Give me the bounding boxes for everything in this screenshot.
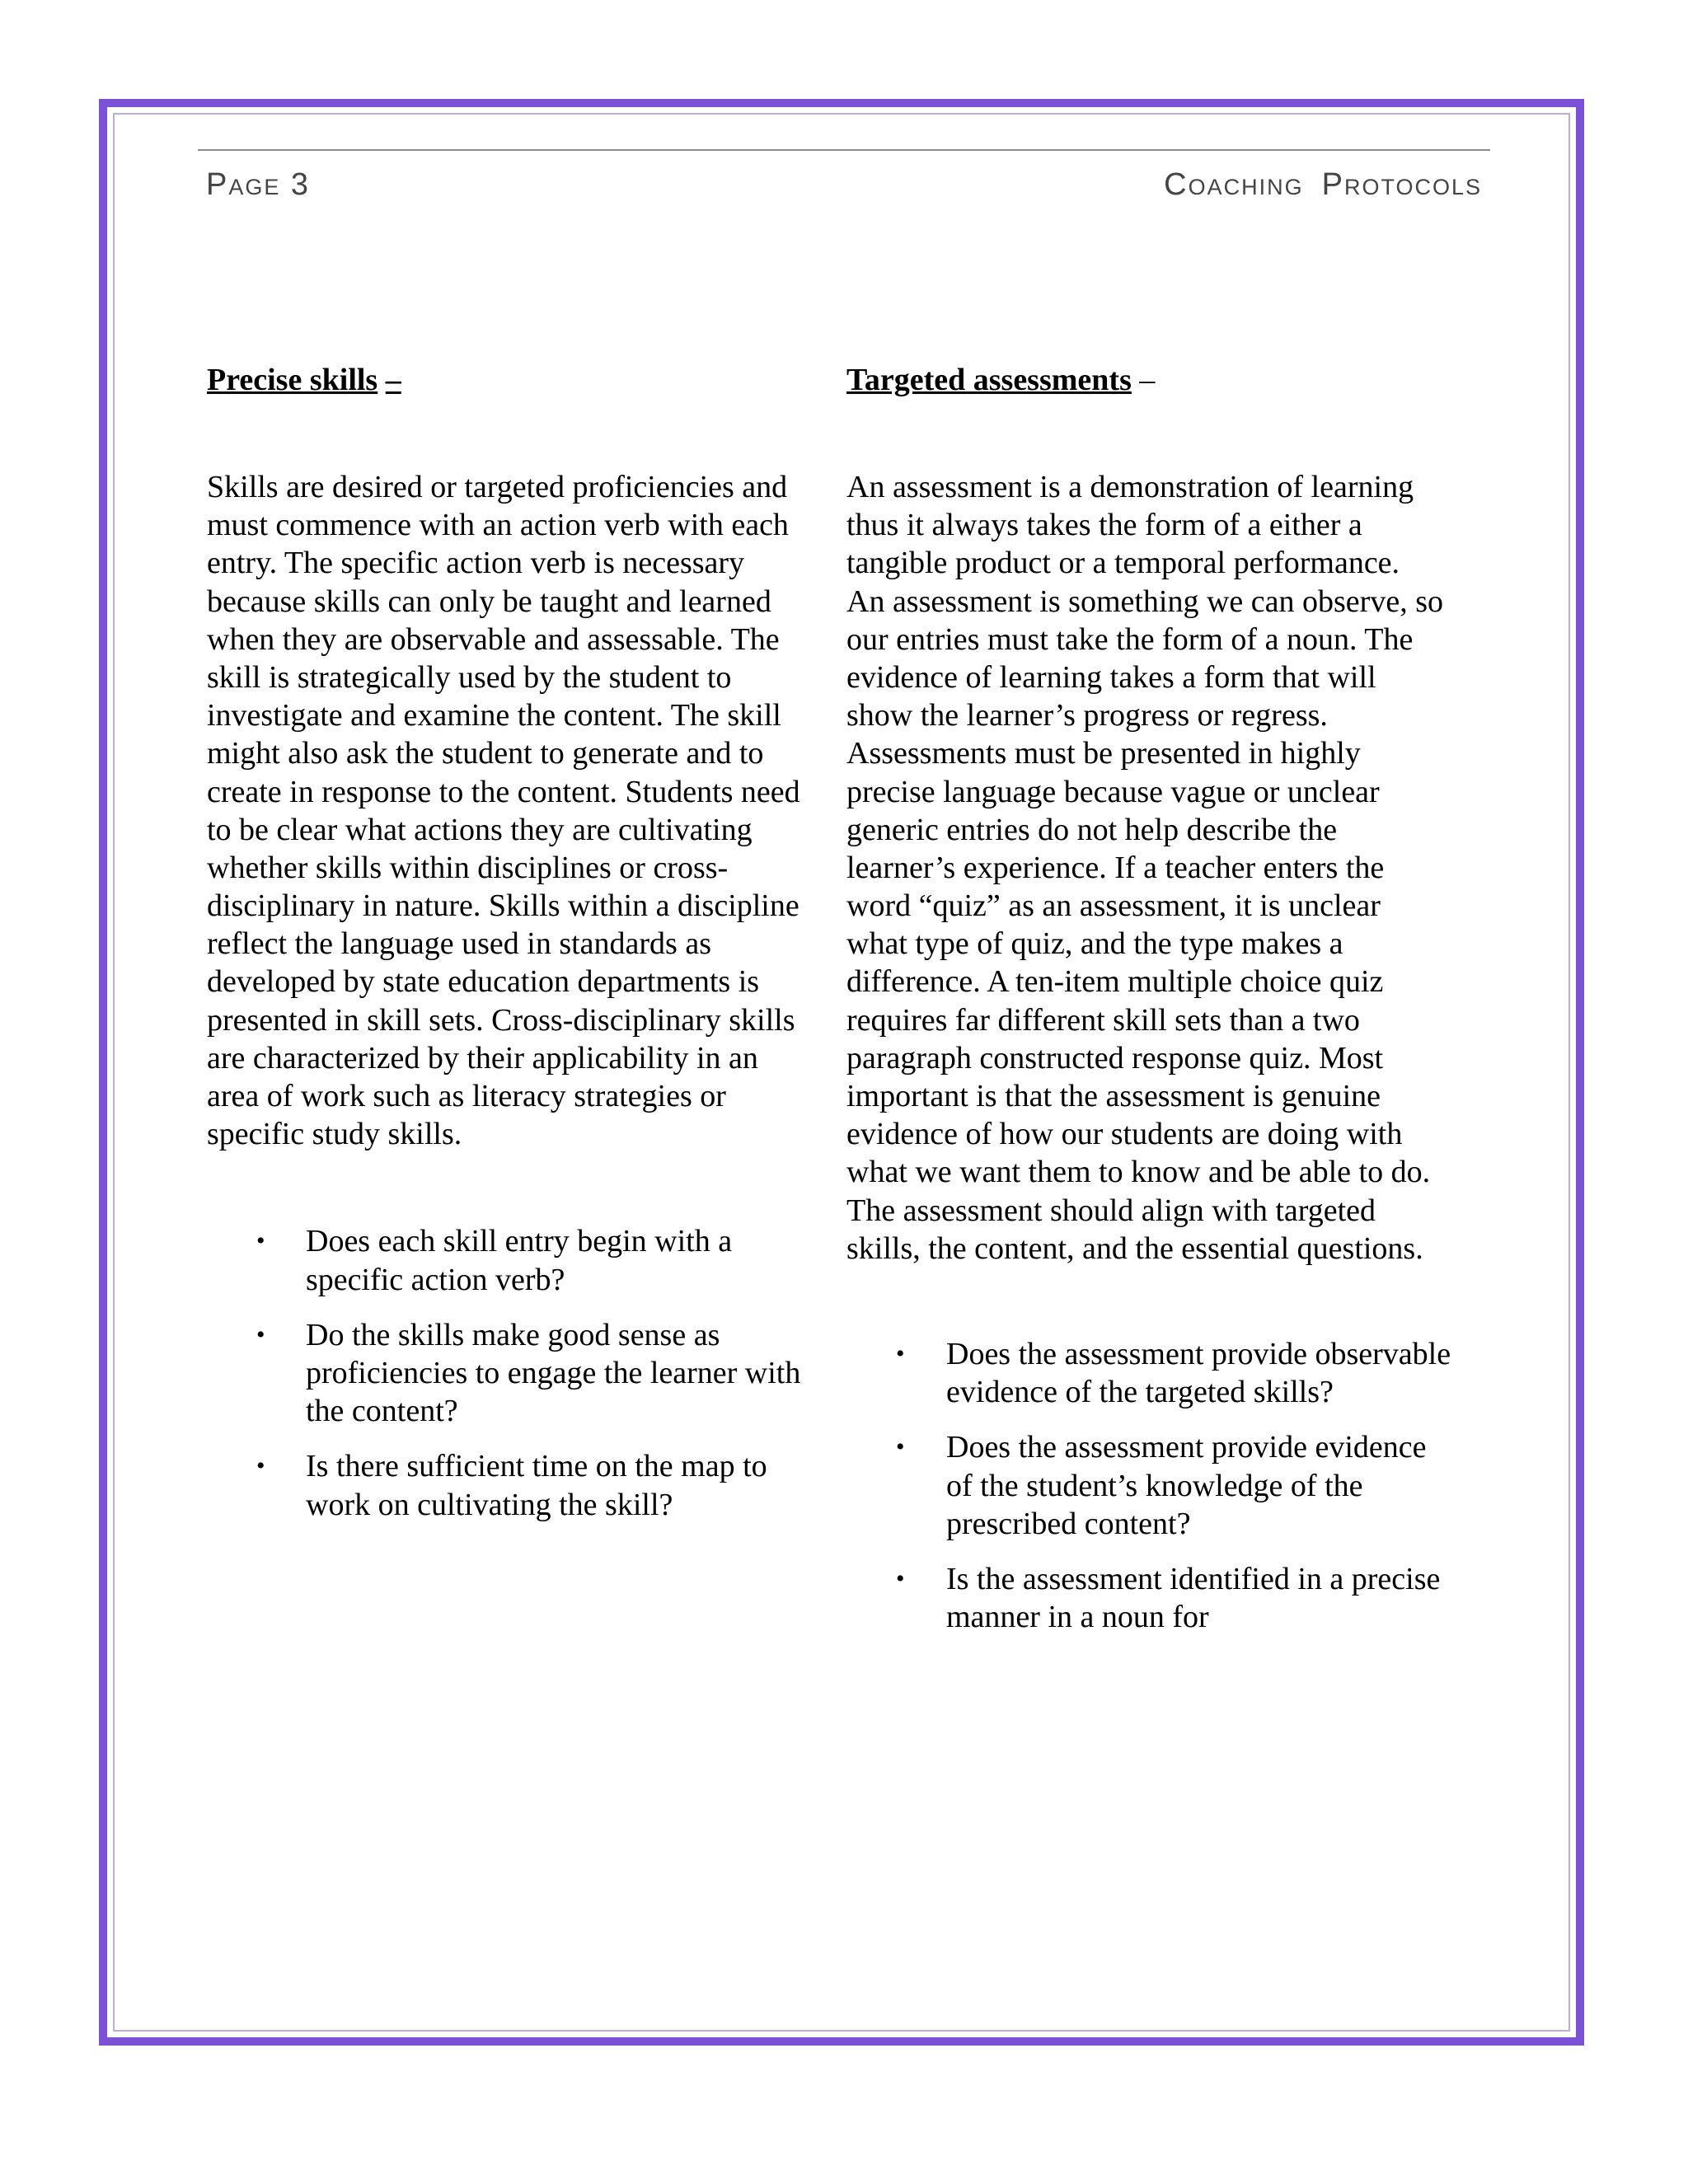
paragraph-line: investigate and examine the content. The skill [207,698,781,733]
paragraph-line: important is that the assessment is genuine [846,1079,1381,1113]
paragraph-line: our entries must take the form of a noun. The [846,621,1414,657]
bullet-icon: • [256,1320,265,1348]
paragraph-line: area of work such as literacy strategies or [207,1079,726,1113]
paragraph-line: word “quiz” as an assessment, it is unclear [846,888,1381,924]
page-number: Page 3 [206,167,311,202]
paragraph-line: An assessment is something we can observe, so [846,583,1443,619]
heading-text: Precise skills [207,363,378,397]
skills-checklist [207,1222,843,1523]
running-title [1164,167,1482,203]
checklist-item-line: Does the assessment provide evidence [946,1430,1427,1465]
paragraph-line: thus it always takes the form of a either a [846,508,1362,543]
checklist-item-line: the content? [306,1394,458,1429]
heading-text: Targeted assessments [846,363,1132,397]
assessments-checklist [846,1335,1488,1636]
paragraph-line: evidence of learning takes a form that will [846,659,1376,695]
checklist-item-line: prescribed content? [946,1506,1191,1541]
paragraph-line: tangible product or a temporal performance. [846,546,1400,581]
heading-dash: – [1139,363,1156,397]
paragraph-line: to be clear what actions they are cultivating [207,812,753,847]
paragraph-line: Assessments must be presented in highly [846,736,1361,771]
paragraph-line: because skills can only be taught and learned [207,583,771,619]
paragraph-line: skill is strategically used by the student to [207,659,732,695]
skills-paragraph [207,468,843,1153]
paragraph-line: precise language because vague or unclear [846,774,1380,809]
paragraph-line: reflect the language used in standards as [207,926,711,962]
paragraph-line: when they are observable and assessable. The [207,621,780,657]
checklist-item-line: work on cultivating the skill? [306,1487,673,1522]
checklist-item-line: evidence of the targeted skills? [946,1375,1334,1410]
section-heading-targeted-assessments [846,361,1488,399]
paragraph-line: requires far different skill sets than a two [846,1002,1360,1038]
paragraph-line: what type of quiz, and the type makes a [846,926,1343,962]
running-title-word: Protocols [1321,167,1482,202]
assessments-paragraph [846,468,1488,1268]
paragraph-line: The assessment should align with targeted [846,1193,1376,1228]
paragraph-line: whether skills within disciplines or cross- [207,850,729,885]
checklist-item [896,1335,1488,1411]
paragraph-line: learner’s experience. If a teacher enters the [846,850,1385,885]
paragraph-line: difference. A ten-item multiple choice quiz [846,964,1384,1000]
checklist-item-line: proficiencies to engage the learner with [306,1355,801,1390]
paragraph-line: paragraph constructed response quiz. Most [846,1040,1384,1076]
paragraph-line: specific study skills. [207,1117,462,1152]
paragraph-line: disciplinary in nature. Skills within a discipline [207,888,799,924]
bullet-icon: • [256,1227,265,1255]
checklist-item-line: manner in a noun for [946,1600,1209,1635]
paragraph-line: skills, the content, and the essential questions. [846,1230,1423,1266]
paragraph-line: might also ask the student to generate and to [207,736,764,771]
checklist-item [896,1560,1488,1636]
paragraph-line: generic entries do not help describe the [846,812,1338,847]
paragraph-line: are characterized by their applicability in an [207,1040,758,1076]
paragraph-line: show the learner’s progress or regress. [846,698,1328,733]
checklist-item [896,1428,1488,1543]
paragraph-line: evidence of how our students are doing with [846,1117,1403,1152]
bullet-icon: • [896,1564,905,1592]
checklist-item-line: of the student’s knowledge of the [946,1468,1363,1503]
heading-dash: – [385,363,401,397]
checklist-item-line: Do the skills make good sense as [306,1317,720,1352]
right-column [846,361,1488,1653]
checklist-item-line: Is there sufficient time on the map to [306,1449,767,1484]
bullet-icon: • [896,1433,905,1461]
checklist-item-line: Is the assessment identified in a precise [946,1561,1441,1596]
checklist-item-line: Does each skill entry begin with a [306,1224,733,1259]
checklist-item-line: specific action verb? [306,1262,565,1297]
checklist-item [256,1222,843,1298]
checklist-item [256,1316,843,1431]
paragraph-line: entry. The specific action verb is necessary [207,546,745,581]
section-heading-precise-skills [207,361,843,399]
paragraph-line: what we want them to know and be able to do. [846,1155,1431,1190]
paragraph-line: create in response to the content. Students need [207,774,800,809]
checklist-item-line: Does the assessment provide observable [946,1336,1451,1371]
header-rule [198,149,1490,151]
bullet-icon: • [256,1452,265,1480]
paragraph-line: must commence with an action verb with each [207,508,789,543]
paragraph-line: Skills are desired or targeted proficiencies and [207,470,788,504]
paragraph-line: presented in skill sets. Cross-disciplinary skills [207,1002,795,1038]
paragraph-line: An assessment is a demonstration of learning [846,470,1414,504]
paragraph-line: developed by state education departments is [207,964,760,1000]
running-title-word: Coaching [1164,167,1304,202]
checklist-item [256,1447,843,1523]
bullet-icon: • [896,1339,905,1367]
left-column [207,361,843,1541]
